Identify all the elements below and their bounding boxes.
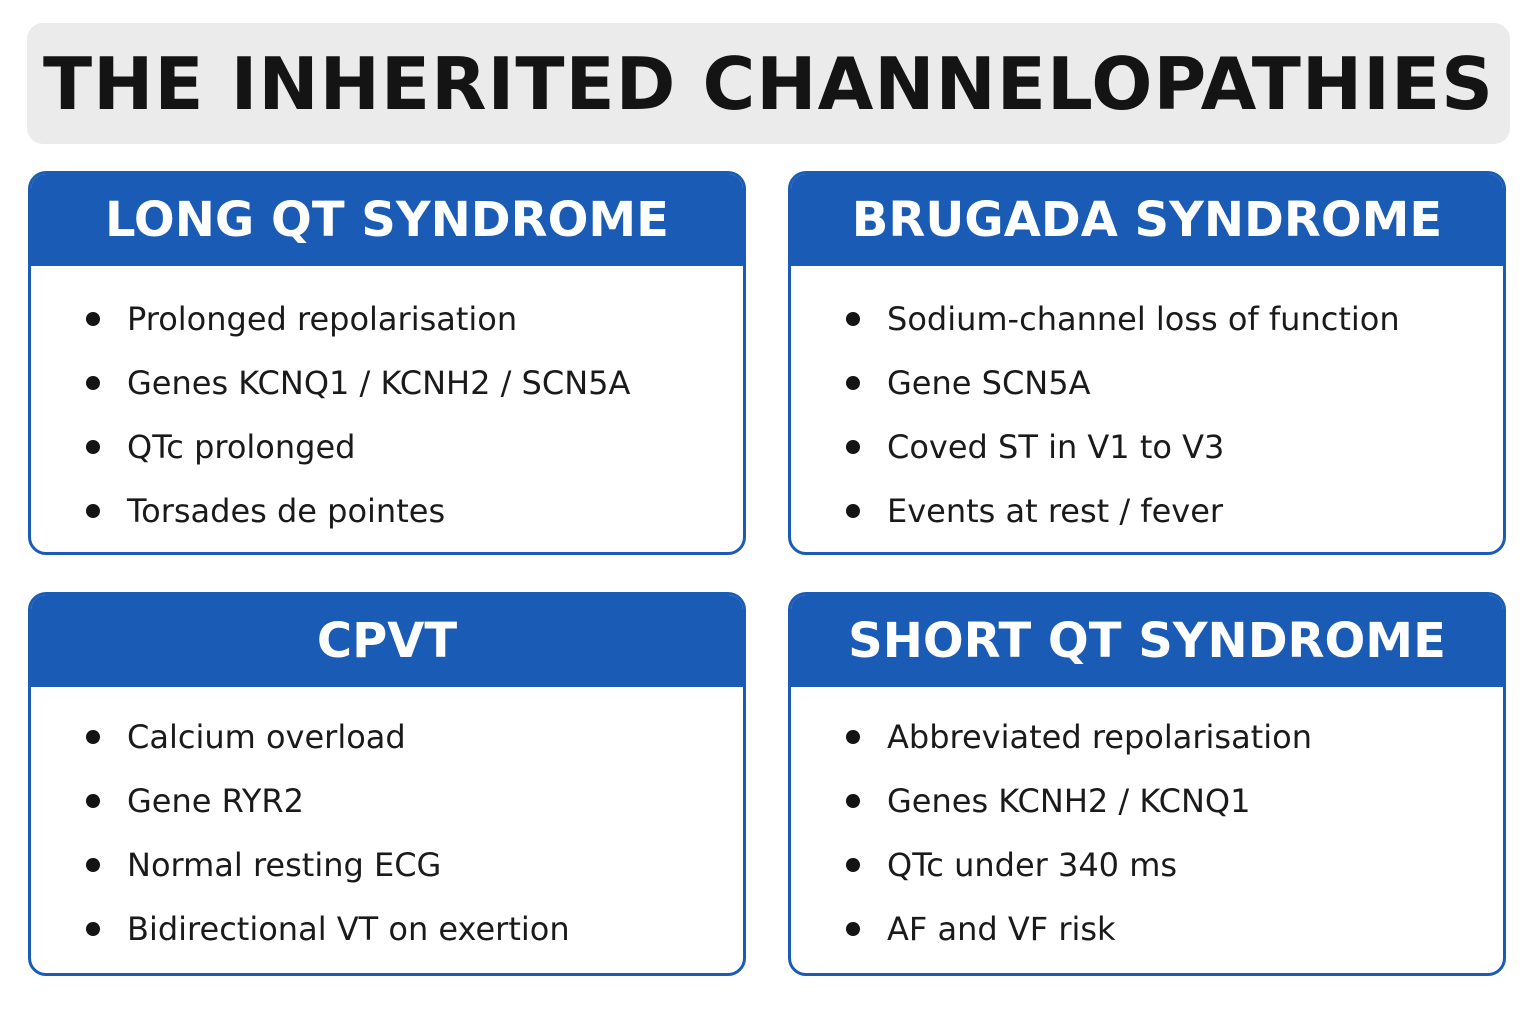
list-item-text: Torsades de pointes <box>127 492 446 530</box>
card-header <box>31 595 743 687</box>
card-header <box>31 174 743 266</box>
bullet-icon <box>846 312 860 326</box>
card-short-qt <box>788 592 1506 976</box>
list-item-text: Coved ST in V1 to V3 <box>887 428 1225 466</box>
list-item-text: Normal resting ECG <box>127 846 442 884</box>
bullet-icon <box>86 312 100 326</box>
bullet-icon <box>86 376 100 390</box>
bullet-icon <box>86 794 100 808</box>
card-header <box>791 595 1503 687</box>
list-item-text: Gene SCN5A <box>887 364 1091 402</box>
list-item-text: Bidirectional VT on exertion <box>127 910 570 948</box>
bullet-icon <box>86 440 100 454</box>
list-item-text: Prolonged repolarisation <box>127 300 518 338</box>
card-brugada <box>788 171 1506 555</box>
bullet-icon <box>846 922 860 936</box>
bullet-icon <box>846 376 860 390</box>
card-title: BRUGADA SYNDROME <box>851 192 1443 248</box>
card-long-qt <box>28 171 746 555</box>
card-title: SHORT QT SYNDROME <box>848 613 1446 669</box>
bullet-icon <box>846 730 860 744</box>
card-cpvt <box>28 592 746 976</box>
list-item-text: AF and VF risk <box>887 910 1116 948</box>
card-title: CPVT <box>316 613 458 669</box>
list-item-text: Events at rest / fever <box>887 492 1224 530</box>
list-item-text: Sodium-channel loss of function <box>887 300 1400 338</box>
bullet-icon <box>846 440 860 454</box>
card-header <box>791 174 1503 266</box>
list-item-text: Genes KCNQ1 / KCNH2 / SCN5A <box>127 364 631 402</box>
bullet-icon <box>86 504 100 518</box>
list-item-text: Gene RYR2 <box>127 782 304 820</box>
list-item-text: Genes KCNH2 / KCNQ1 <box>887 782 1251 820</box>
bullet-icon <box>86 858 100 872</box>
list-item-text: Abbreviated repolarisation <box>887 718 1312 756</box>
page-title: THE INHERITED CHANNELOPATHIES <box>43 41 1494 126</box>
bullet-icon <box>846 794 860 808</box>
bullet-icon <box>846 504 860 518</box>
bullet-icon <box>846 858 860 872</box>
card-title: LONG QT SYNDROME <box>105 192 669 248</box>
bullet-icon <box>86 922 100 936</box>
list-item-text: QTc prolonged <box>127 428 356 466</box>
title-banner <box>27 23 1510 144</box>
bullet-icon <box>86 730 100 744</box>
list-item-text: Calcium overload <box>127 718 406 756</box>
list-item-text: QTc under 340 ms <box>887 846 1178 884</box>
